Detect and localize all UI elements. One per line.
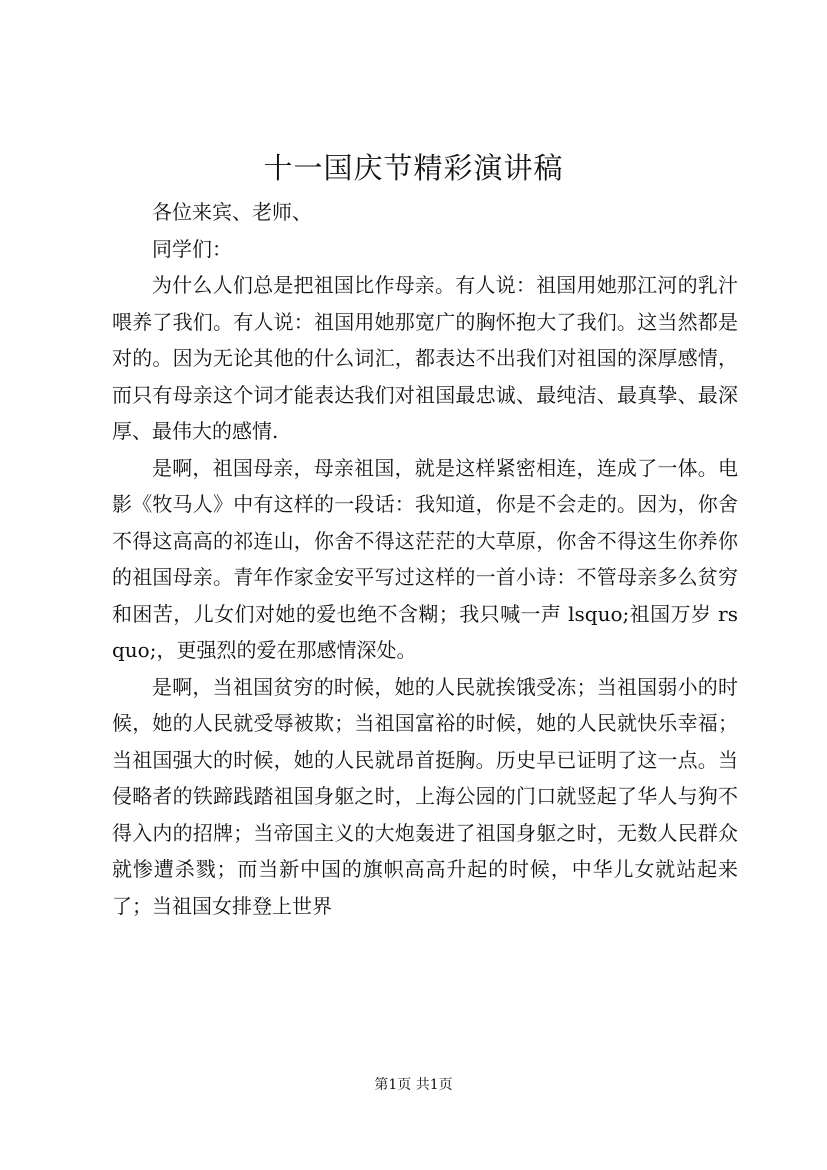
document-title: 十一国庆节精彩演讲稿 — [263, 151, 564, 185]
paragraph-greeting-students: 同学们： — [152, 236, 232, 261]
paragraph-greeting: 各位来宾、老师、 — [152, 200, 312, 224]
paragraph-closely-linked: 是啊，祖国母亲，母亲祖国，就是这样紧密相连，连成了一体。电影《牧马人》中有这样的一段话：我知道，你是不会走的。因为，你舍不得这高高的祁连山，你舍不得这茫茫的大草原，你舍不得这生你养你的祖国母亲。青年作家金安平写过这样的一首小诗：不管母亲多么贫穷和困苦，儿女们对她的爱也绝不含糊；我只喊一声 lsquo;祖国万岁 rsquo;，更强烈的爱在那感情深处。 — [112, 455, 738, 662]
paragraph-motherland-mother: 为什么人们总是把祖国比作母亲。有人说：祖国用她那江河的乳汁喂养了我们。有人说：祖国用她那宽广的胸怀抱大了我们。这当然都是对的。因为无论其他的什么词汇，都表达不出我们对祖国的深厚感情，而只有母亲这个词才能表达我们对祖国最忠诚、最纯洁、最真挚、最深厚、最伟大的感情. — [112, 273, 738, 443]
paragraph-history: 是啊，当祖国贫穷的时候，她的人民就挨饿受冻；当祖国弱小的时候，她的人民就受辱被欺；当祖国富裕的时候，她的人民就快乐幸福；当祖国强大的时候，她的人民就昂首挺胸。历史早已证明了这一点。当侵略者的铁蹄践踏祖国身躯之时，上海公园的门口就竖起了华人与狗不得入内的招牌；当帝国主义的大炮轰进了祖国身躯之时，无数人民群众就惨遭杀戮；而当新中国的旗帜高高升起的时候，中华儿女就站起来了；当祖国女排登上世界 — [112, 674, 738, 918]
page-footer: 第1页 共1页 — [374, 1077, 453, 1093]
document-body — [112, 194, 738, 924]
